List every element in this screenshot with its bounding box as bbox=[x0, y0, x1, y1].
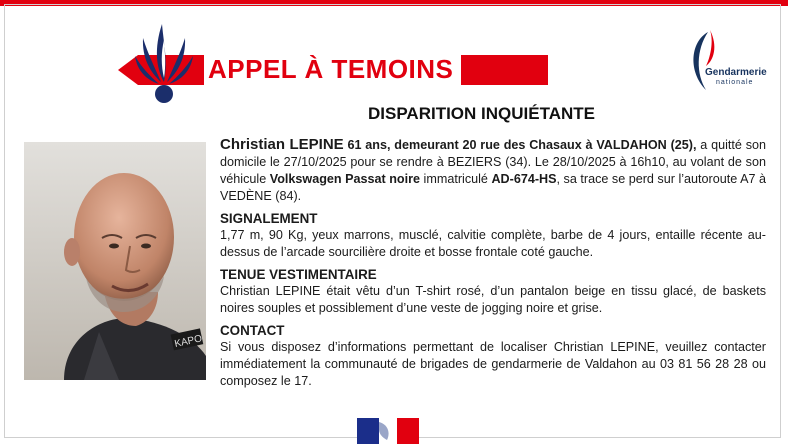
section-text-signalement: 1,77 m, 90 Kg, yeux marrons, musclé, calvitie complète, barbe de 4 jours, entaille récente au-dessus de l’arcade sourcilière droite et bosse frontale coté gauche. bbox=[220, 228, 766, 259]
french-republic-flag-icon bbox=[357, 418, 419, 444]
gendarmerie-nationale-logo bbox=[684, 28, 764, 104]
intro-text-3: , sa trace se perd sur l’autoroute A7 à VEDÈNE (84). bbox=[220, 172, 766, 203]
gendarmerie-flame-icon bbox=[134, 18, 194, 106]
logo-nationale-text: nationale bbox=[716, 79, 754, 86]
section-text-tenue: Christian LEPINE était vêtu d’un T-shirt rosé, d’un pantalon beige en tissu glacé, de baskets noires souples et possiblement d’une veste de jogging noire et grise. bbox=[220, 284, 766, 315]
section-heading-signalement: SIGNALEMENT bbox=[220, 211, 318, 226]
intro-paragraph bbox=[220, 136, 766, 205]
missing-person-photo bbox=[24, 142, 206, 380]
page-title: APPEL À TEMOINS bbox=[204, 52, 461, 86]
page-subtitle: DISPARITION INQUIÉTANTE bbox=[368, 104, 595, 123]
notice-text bbox=[220, 136, 766, 390]
section-heading-tenue: TENUE VESTIMENTAIRE bbox=[220, 267, 377, 282]
logo-gendarmerie-text: Gendarmerie bbox=[705, 67, 767, 78]
vehicle-model: Volkswagen Passat noire bbox=[269, 172, 421, 186]
section-text-contact: Si vous disposez d’informations permettant de localiser Christian LEPINE, veuillez contacter immédiatement la communauté de brigades de gendarmerie de Valdahon au 03 81 56 28 28 ou composez le 17. bbox=[220, 340, 766, 388]
person-name: Christian LEPINE bbox=[220, 136, 344, 153]
jacket-print-text: KAPO bbox=[173, 333, 204, 350]
license-plate: AD-674-HS bbox=[491, 172, 557, 186]
person-details: 61 ans, demeurant 20 rue des Chasaux à VALDAHON (25), bbox=[347, 138, 697, 152]
section-heading-contact: CONTACT bbox=[220, 323, 285, 338]
intro-text-2: immatriculé bbox=[420, 172, 492, 186]
intro-text-1: a quitté son domicile le 27/10/2025 pour se rendre à BEZIERS (34). Le 28/10/2025 à 16h10, au volant de son véhicule bbox=[220, 138, 767, 186]
